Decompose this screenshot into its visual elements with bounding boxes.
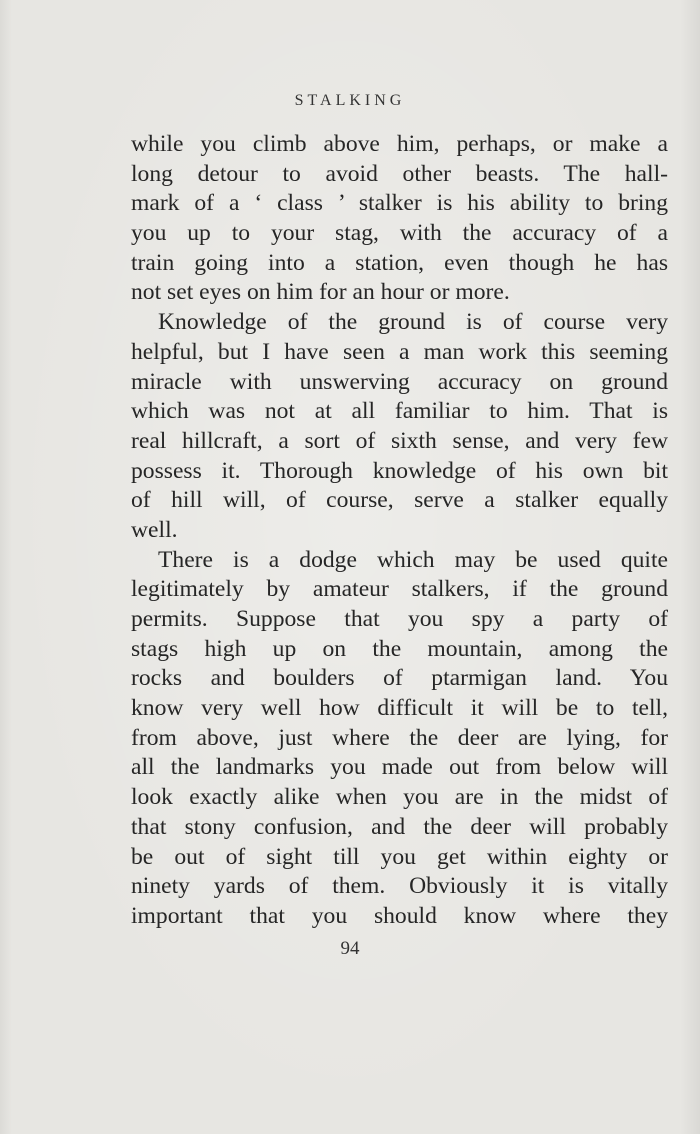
text-line: important that you should know where they <box>131 902 668 929</box>
text-line: of hill will, of course, serve a stalker equally <box>131 487 668 514</box>
body-text <box>131 130 668 932</box>
text-line: while you climb above him, perhaps, or make a <box>131 131 668 157</box>
text-line: look exactly alike when you are in the midst of <box>131 784 668 811</box>
page-number: 94 <box>340 938 360 959</box>
text-line: from above, just where the deer are lying, for <box>131 724 668 751</box>
text-line: long detour to avoid other beasts. The hall- <box>131 160 668 187</box>
text-line: you up to your stag, with the accuracy of a <box>131 220 668 247</box>
text-line: stags high up on the mountain, among the <box>131 635 668 662</box>
text-line: know very well how difficult it will be to tell, <box>131 695 668 722</box>
text-line: miracle with unswerving accuracy on ground <box>131 368 668 395</box>
text-line: be out of sight till you get within eighty or <box>131 843 668 870</box>
text-line: ninety yards of them. Obviously it is vitally <box>131 873 668 900</box>
text-line: which was not at all familiar to him. That is <box>131 398 668 425</box>
running-head: STALKING <box>294 92 406 109</box>
text-line: rocks and boulders of ptarmigan land. You <box>131 665 668 692</box>
text-line: not set eyes on him for an hour or more. <box>131 279 510 306</box>
text-line: well. <box>131 516 178 543</box>
text-line: train going into a station, even though he has <box>131 249 668 276</box>
text-line: permits. Suppose that you spy a party of <box>131 606 668 632</box>
paragraph-start-line: There is a dodge which may be used quite <box>158 546 668 573</box>
text-line: that stony confusion, and the deer will probably <box>131 813 668 840</box>
text-line: helpful, but I have seen a man work this seeming <box>131 338 668 365</box>
text-line: all the landmarks you made out from below will <box>131 754 668 781</box>
paragraph-start-line: Knowledge of the ground is of course very <box>158 309 668 336</box>
text-line: real hillcraft, a sort of sixth sense, and very few <box>131 427 668 454</box>
text-line: possess it. Thorough knowledge of his own bit <box>131 457 668 484</box>
text-line: mark of a ‘ class ’ stalker is his ability to bring <box>131 190 668 217</box>
text-line: legitimately by amateur stalkers, if the ground <box>131 576 668 603</box>
